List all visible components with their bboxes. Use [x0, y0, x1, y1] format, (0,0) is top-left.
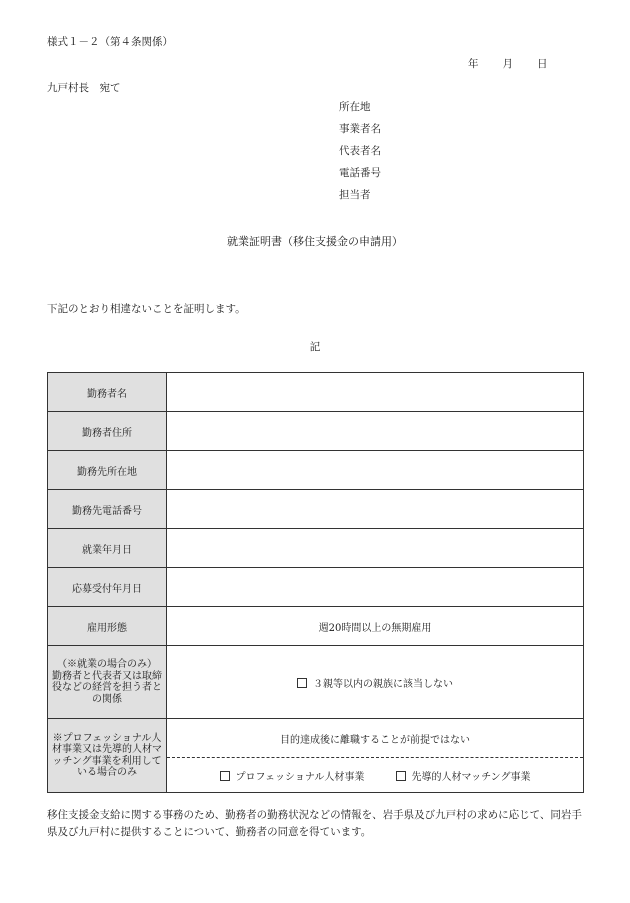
application-date-field[interactable]	[167, 568, 584, 607]
table-row	[48, 719, 584, 758]
applicant-representative-label: 代表者名	[339, 145, 381, 157]
pro-talent-checkbox[interactable]	[220, 771, 230, 781]
date-month: 月	[502, 58, 513, 70]
table-row	[48, 607, 584, 646]
leading-matching-label: 先導的人材マッチング事業	[411, 771, 531, 783]
row-label-worker-address: 勤務者住所	[48, 412, 167, 451]
worker-address-field[interactable]	[167, 412, 584, 451]
row-label-relationship: （※就業の場合のみ） 勤務者と代表者又は取締役などの経営を担う者との関係	[48, 646, 167, 719]
relative-option-label: ３親等以内の親族に該当しない	[313, 678, 453, 690]
table-row	[48, 646, 584, 719]
document-title: 就業証明書（移住支援金の申請用）	[227, 235, 403, 248]
row-label-workplace-phone: 勤務先電話番号	[48, 490, 167, 529]
professional-option-1	[220, 768, 365, 783]
consent-statement: 移住支援金支給に関する事務のため、勤務者の勤務状況などの情報を、岩手県及び九戸村の求めに応じて、同岩手県及び九戸村に提供することについて、勤務者の同意を得ています。	[47, 809, 582, 838]
professional-option-2	[396, 768, 531, 783]
applicant-address-label: 所在地	[339, 101, 371, 113]
employment-date-field[interactable]	[167, 529, 584, 568]
table-row	[48, 568, 584, 607]
row-label-worker-name: 勤務者名	[48, 373, 167, 412]
row-label-employment-date: 就業年月日	[48, 529, 167, 568]
table-row	[48, 412, 584, 451]
date-line	[468, 56, 548, 71]
row-label-application-date: 応募受付年月日	[48, 568, 167, 607]
employment-type-value: 週20時間以上の無期雇用	[167, 607, 584, 646]
applicant-fields	[339, 100, 381, 210]
workplace-phone-field[interactable]	[167, 490, 584, 529]
addressee: 九戸村長 宛て	[47, 82, 121, 94]
table-row	[48, 529, 584, 568]
applicant-contact-label: 担当者	[339, 189, 371, 201]
certification-statement: 下記のとおり相違ないことを証明します。	[47, 303, 246, 315]
row-label-professional: ※プロフェッショナル人材事業又は先導的人材マッチング事業を利用している場合のみ	[48, 719, 167, 793]
relative-checkbox[interactable]	[297, 678, 307, 688]
date-year: 年	[468, 58, 479, 70]
workplace-address-field[interactable]	[167, 451, 584, 490]
ki-heading: 記	[309, 341, 321, 353]
row-label-workplace-address: 勤務先所在地	[48, 451, 167, 490]
pro-talent-label: プロフェッショナル人材事業	[235, 771, 365, 783]
worker-name-field[interactable]	[167, 373, 584, 412]
date-day: 日	[537, 58, 548, 70]
table-row	[48, 490, 584, 529]
applicant-company-label: 事業者名	[339, 123, 381, 135]
professional-statement: 目的達成後に離職することが前提ではない	[167, 719, 584, 758]
table-row	[48, 451, 584, 490]
form-code: 様式１－２（第４条関係）	[47, 36, 173, 48]
certificate-table	[47, 372, 584, 793]
row-label-employment-type: 雇用形態	[48, 607, 167, 646]
relationship-cell	[167, 646, 584, 719]
applicant-phone-label: 電話番号	[339, 167, 381, 179]
table-row	[48, 373, 584, 412]
professional-options	[167, 758, 584, 793]
leading-matching-checkbox[interactable]	[396, 771, 406, 781]
